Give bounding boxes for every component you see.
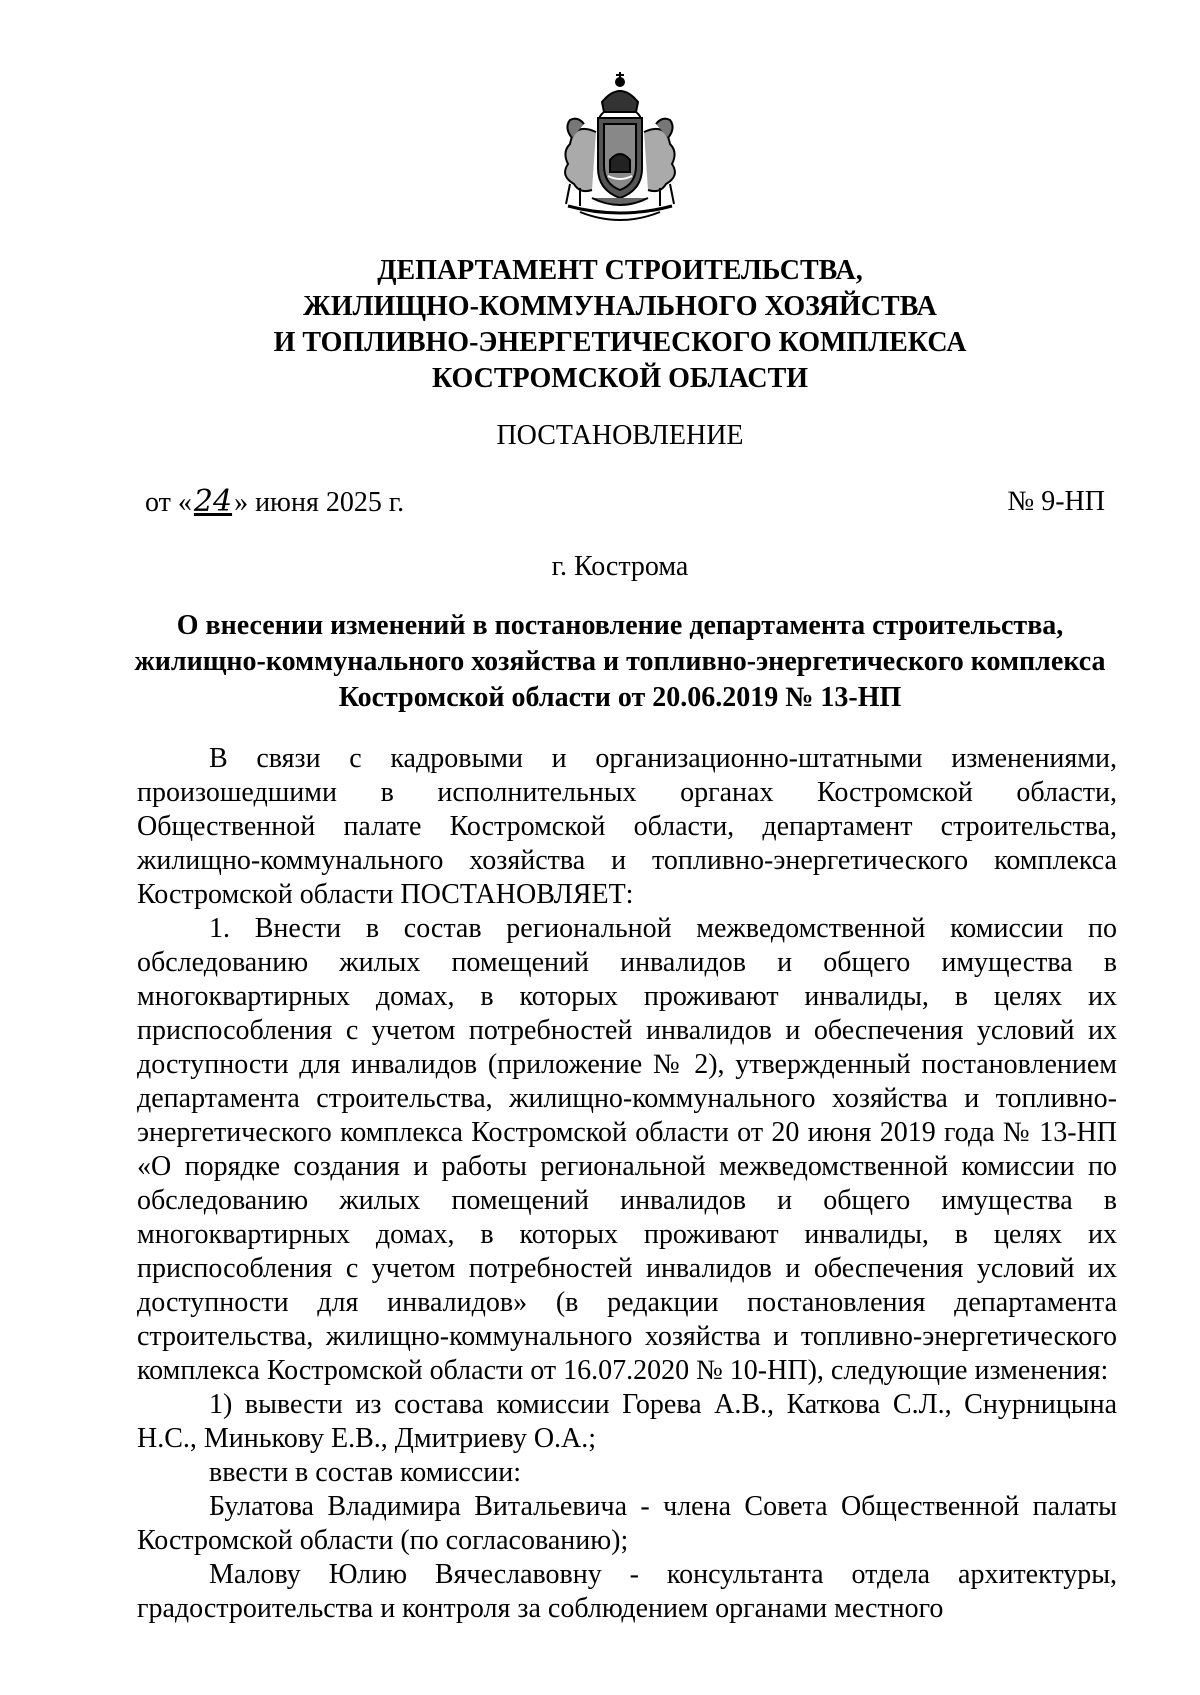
paragraph: 1) вывести из состава комиссии Горева А.В., Каткова С.Л., Снурницына Н.С., Минькову Е.В., Дмитриеву О.А.;: [137, 1389, 1117, 1454]
paragraph: 1. Внести в состав региональной межведомственной комиссии по обследованию жилых помещений инвалидов и общего имущества в многоквартирных домах, в которых проживают инвалиды, в целях их приспособления с учетом потребностей инвалидов и обеспечения условий их доступности для инвалидов (приложение № 2), утвержденный постановлением департамента строительства, жилищно-коммунального хозяйства и топливно-энергетического комплекса Костромской области от 20 июня 2019 года № 13-НП «О порядке создания и работы региональной межведомственной комиссии по обследованию жилых помещений инвалидов и общего имущества в многоквартирных домах, в которых проживают инвалиды, в целях их приспособления с учетом потребностей инвалидов и обеспечения условий их доступности для инвалидов» (в редакции постановления департамента строительства, жилищно-коммунального хозяйства и топливно-энергетического комплекса Костромской области от 16.07.2020 № 10-НП), следующие изменения:: [137, 913, 1117, 1386]
subject-line: О внесении изменений в постановление департамента строительства,: [176, 610, 1064, 641]
paragraph: ввести в состав комиссии:: [209, 1457, 522, 1488]
document-body: [137, 742, 1117, 1626]
organization-name: [200, 253, 1040, 397]
document-subject: [125, 608, 1115, 716]
date-day-handwritten: 24: [193, 484, 233, 519]
paragraph: В связи с кадровыми и организационно-штатными изменениями, произошедшими в исполнительных органах Костромской области, Общественной палате Костромской области, департамент строительства, жилищно-коммунального хозяйства и топливно-энергетического комплекса Костромской области ПОСТАНОВЛЯЕТ:: [137, 743, 1117, 910]
org-line: КОСТРОМСКОЙ ОБЛАСТИ: [431, 363, 809, 394]
date-prefix: от «: [145, 487, 192, 518]
coat-of-arms-icon: [540, 72, 700, 230]
subject-line: жилищно-коммунального хозяйства и топливно-энергетического комплекса: [134, 646, 1106, 677]
document-type: ПОСТАНОВЛЕНИЕ: [496, 420, 744, 451]
date-suffix: » июня 2025 г.: [234, 487, 405, 518]
subject-line: Костромской области от 20.06.2019 № 13-НП: [338, 682, 902, 713]
document-date: [145, 486, 404, 519]
org-line: ЖИЛИЩНО-КОММУНАЛЬНОГО ХОЗЯЙСТВА: [303, 291, 937, 322]
document-number: № 9-НП: [1007, 486, 1105, 517]
org-line: ДЕПАРТАМЕНТ СТРОИТЕЛЬСТВА,: [377, 255, 863, 286]
paragraph: Малову Юлию Вячеславовну - консультанта отдела архитектуры, градостроительства и контроля за соблюдением органами местного: [137, 1559, 1117, 1624]
org-line: И ТОПЛИВНО-ЭНЕРГЕТИЧЕСКОГО КОМПЛЕКСА: [273, 327, 967, 358]
paragraph: Булатова Владимира Витальевича - члена Совета Общественной палаты Костромской области (по согласованию);: [137, 1491, 1117, 1556]
document-city: г. Кострома: [551, 551, 689, 582]
